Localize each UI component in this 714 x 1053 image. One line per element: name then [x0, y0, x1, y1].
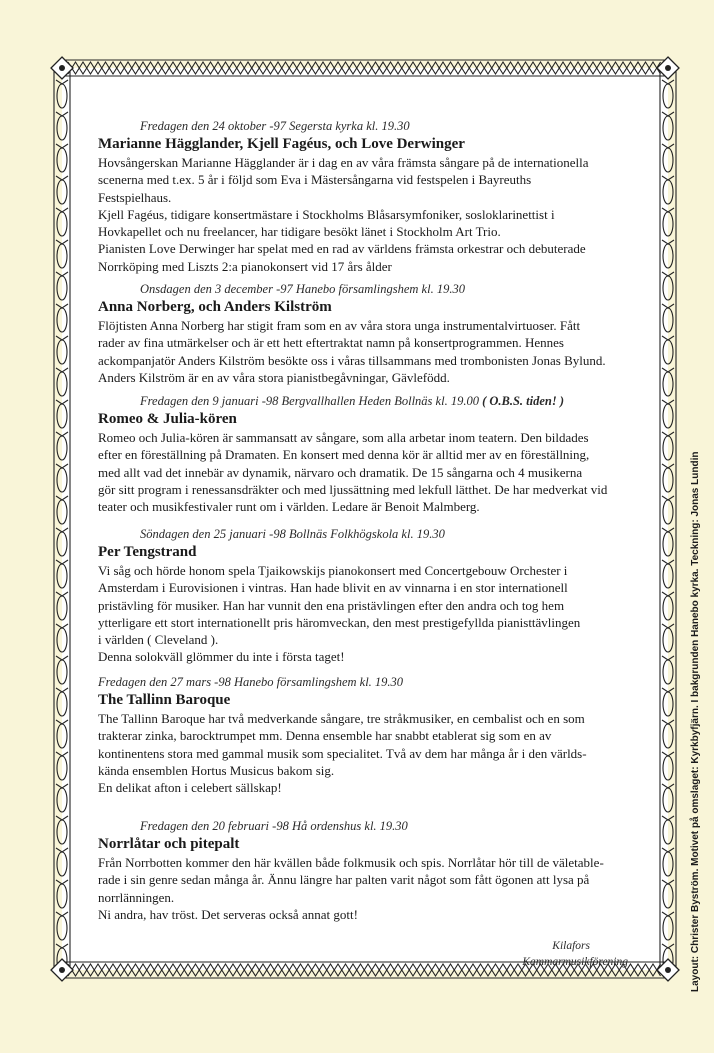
event-text-line: Kjell Fagéus, tidigare konsertmästare i Stockholms Blåsarsymfoniker, sosloklarinettist i: [98, 206, 555, 222]
event-text-line: kontinentens stora med gammal musik som specialitet. Två av dem har många år i den världs-: [98, 745, 587, 761]
border-corner-dot: [59, 65, 65, 71]
event-title: Romeo & Julia-kören: [98, 411, 237, 427]
event-text-line: rade i sin genre sedan många år. Ännu längre har palten varit något som fått ögonen att lysa på: [98, 872, 590, 888]
event-text-line: teater och musikfestivaler runt om i världen. Ledare är Benoit Malmberg.: [98, 499, 480, 515]
event-title: Norrlåtar och pitepalt: [98, 836, 240, 852]
event-text-line: Hovkapellet och nu freelancer, har tidigare besökt länet i Stockholm Art Trio.: [98, 224, 501, 240]
event-romeo-julia: [98, 393, 658, 515]
event-text-line: trakterar zinka, barocktrumpet mm. Denna ensemble har snabbt etablerat sig som en av: [98, 728, 552, 744]
event-date-note: ( O.B.S. tiden! ): [482, 394, 565, 408]
event-text-line: pristävling för musiker. Han har vunnit den ena pristävlingen efter den andra och tog hem: [98, 597, 565, 613]
event-text-line: efter en föreställning på Dramaten. En konsert med denna kör är alltid mer av en föreställning,: [98, 447, 590, 463]
event-date: Fredagen den 20 februari -98 Hå ordenshus kl. 19.30: [140, 819, 408, 833]
border-corner-dot: [59, 967, 65, 973]
event-text-line: rader av fina utmärkelser och är ett hett eftertraktat namn på konsertprogrammen. Hennes: [98, 335, 564, 351]
event-text-line: norrlänningen.: [98, 889, 175, 905]
side-credit: Layout: Christer Byström. Motivet på omslaget: Kyrkbyfjärn. I bakgrunden Hanebo kyrka. Teckning: Jonas Lundin: [690, 451, 701, 992]
event-text-line: gör sitt program i renessansdräkter och med ljussättning med lekfull lätthet. De har medverkat vid: [98, 481, 608, 497]
border-corner-dot: [665, 65, 671, 71]
event-date-text: Fredagen den 9 januari -98 Bergvallhallen Heden Bollnäs kl. 19.00: [140, 394, 479, 408]
event-text-line: ytterligare ett stort internationellt pris häromveckan, den mest prestigefyllda pianisttävlingen: [98, 614, 581, 630]
event-text-line: ackompanjatör Anders Kilström besökte oss i våras tillsammans med trombonisten Jonas Bylund.: [98, 352, 606, 368]
event-text-line: Ni andra, hav tröst. Det serveras också annat gott!: [98, 906, 358, 922]
organizer-signature: [522, 938, 628, 970]
event-text-line: scenerna med t.ex. 5 år i följd som Eva i Mästersångarna vid festspelen i Bayreuths: [98, 172, 532, 188]
event-text-line: Norrköping med Liszts 2:a pianokonsert vid 17 års ålder: [98, 258, 392, 274]
event-text-line: En delikat afton i celebert sällskap!: [98, 780, 282, 796]
event-text-line: Flöjtisten Anna Norberg har stigit fram som en av våra stora unga instrumentalvirtuoser. Fått: [98, 318, 581, 333]
event-text-line: i världen ( Cleveland ).: [98, 632, 219, 648]
event-norrlatar: [98, 818, 658, 923]
event-norberg: [98, 281, 658, 386]
event-title: Marianne Hägglander, Kjell Fagéus, och Love Derwinger: [98, 136, 465, 152]
event-text-line: Denna solokväll glömmer du inte i första taget!: [98, 649, 345, 665]
event-text-line: Från Norrbotten kommer den här kvällen både folkmusik och spis. Norrlåtar hör till de väletable-: [98, 855, 604, 870]
event-text-line: Hovsångerskan Marianne Hägglander är i dag en av våra främsta sångare på de internationella: [98, 155, 589, 170]
event-date: Söndagen den 25 januari -98 Bollnäs Folkhögskola kl. 19.30: [140, 527, 445, 541]
border-corner-dot: [665, 967, 671, 973]
event-hagglander: [98, 118, 658, 275]
event-title: Per Tengstrand: [98, 544, 197, 560]
event-text-line: med allt vad det innebär av dynamik, närvaro och dramatik. De 15 sångarna och 4 musikerna: [98, 464, 583, 480]
event-title: The Tallinn Baroque: [98, 692, 231, 708]
event-text-line: Pianisten Love Derwinger har spelat med en rad av världens främsta orkestrar och debuterade: [98, 241, 586, 257]
event-date: Onsdagen den 3 december -97 Hanebo församlingshem kl. 19.30: [140, 282, 465, 296]
event-text-line: kända ensemblen Hortus Musicus bakom sig.: [98, 762, 335, 778]
event-tengstrand: [98, 526, 658, 666]
event-date: Fredagen den 24 oktober -97 Segersta kyrka kl. 19.30: [140, 119, 410, 133]
event-text-line: Festspielhaus.: [98, 189, 172, 205]
event-text-line: Amsterdam i Eurovisionen i vintras. Han hade blivit en av vinnarna i en stor internationell: [98, 580, 568, 596]
event-title: Anna Norberg, och Anders Kilström: [98, 299, 332, 315]
event-text-line: Anders Kilström är en av våra stora pianistbegåvningar, Gävlefödd.: [98, 369, 450, 385]
event-text-line: The Tallinn Baroque har två medverkande sångare, tre stråkmusiker, en cembalist och en som: [98, 711, 585, 726]
event-date: Fredagen den 27 mars -98 Hanebo församlingshem kl. 19.30: [98, 675, 404, 689]
event-date: [98, 393, 658, 409]
event-tallinn-baroque: [98, 674, 658, 796]
signature-line-2: Kammarmusikförening: [522, 956, 628, 968]
event-text-line: Romeo och Julia-kören är sammansatt av sångare, som alla arbetar inom teatern. Den bildades: [98, 430, 589, 445]
signature-line-1: Kilafors: [552, 940, 590, 952]
event-text-line: Vi såg och hörde honom spela Tjaikowskijs pianokonsert med Concertgebouw Orchester i: [98, 563, 568, 578]
